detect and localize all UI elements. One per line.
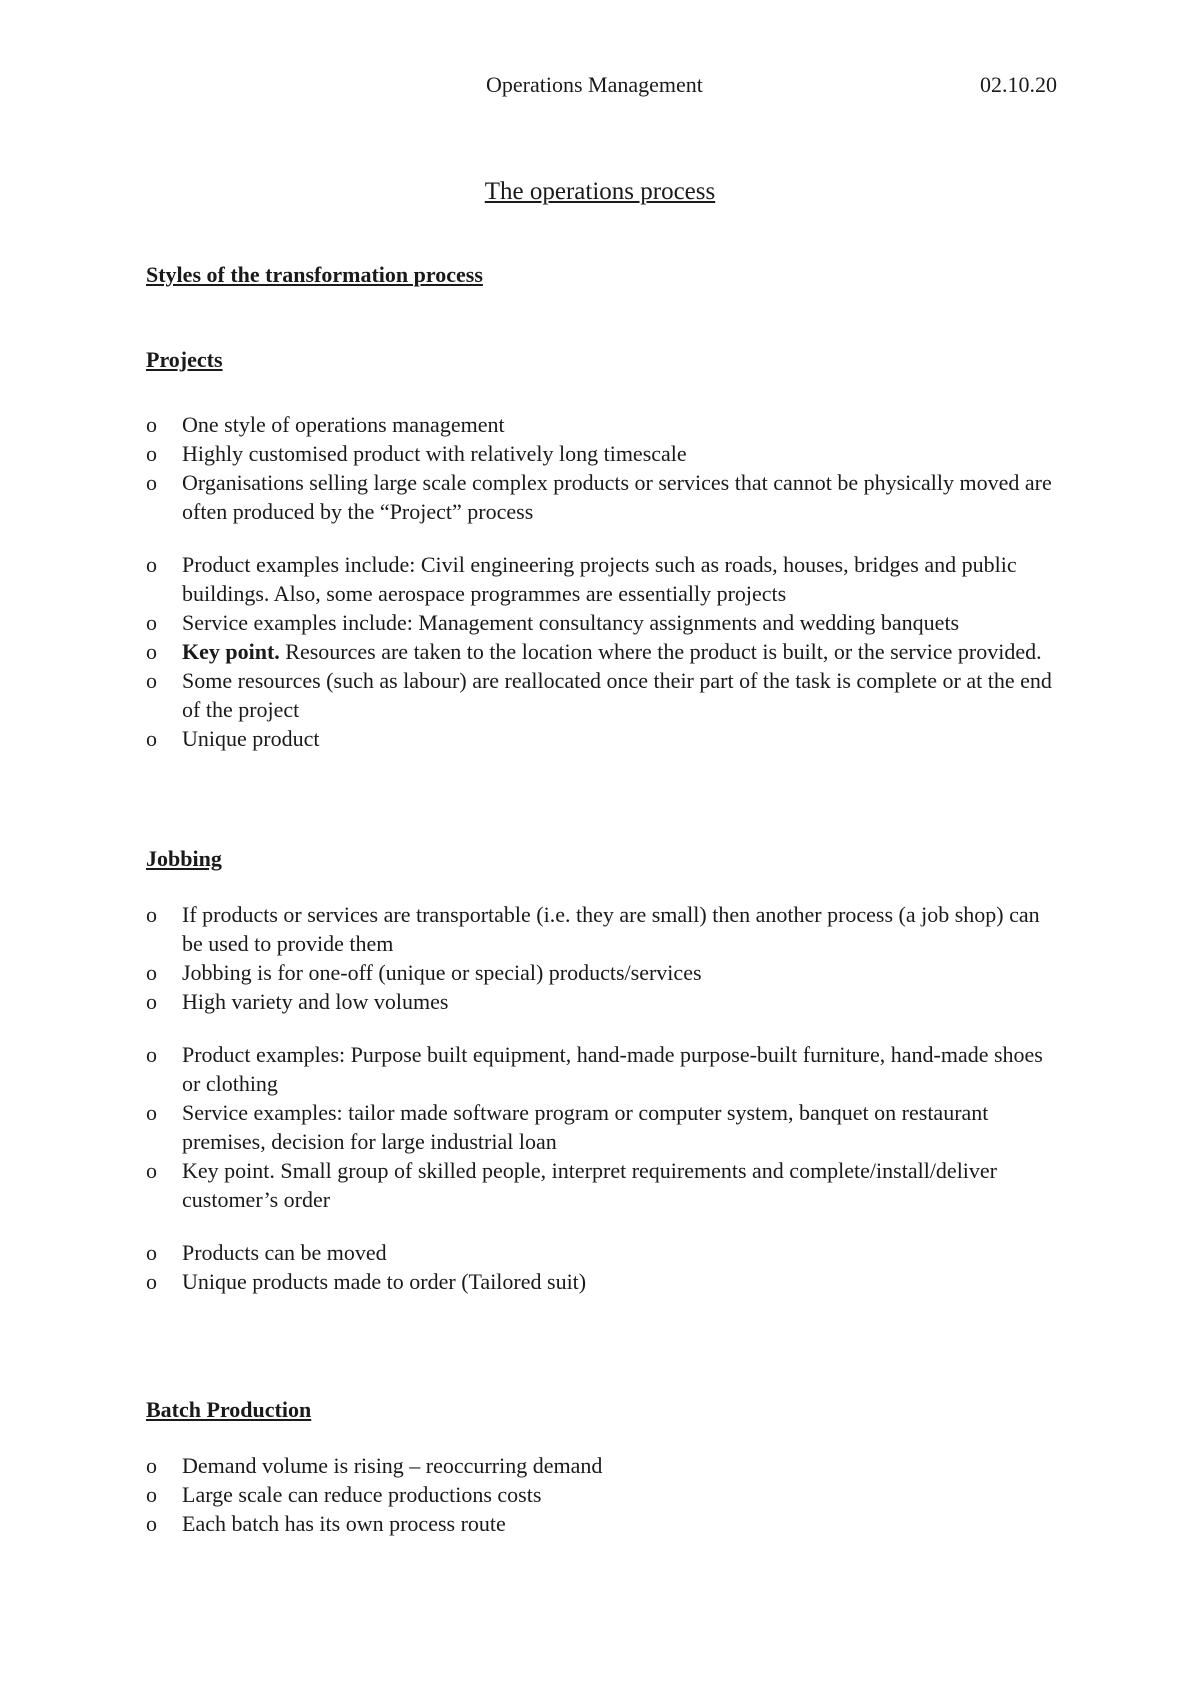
list-item-text: Product examples: Purpose built equipment, hand-made purpose-built furniture, hand-made shoes or clothing	[182, 1042, 1043, 1096]
list-item-text: Demand volume is rising – reoccurring demand	[182, 1453, 603, 1478]
list-item	[146, 439, 1056, 468]
bullet-icon: o	[146, 989, 157, 1014]
list-item-text: Service examples include: Management consultancy assignments and wedding banquets	[182, 610, 960, 635]
list-item-text: Unique products made to order (Tailored suit)	[182, 1269, 587, 1294]
bullet-icon: o	[146, 902, 157, 927]
bullet-icon: o	[146, 960, 157, 985]
list-item-text: One style of operations management	[182, 412, 505, 437]
batch-production-list	[146, 1451, 1056, 1538]
list-item-text: Organisations selling large scale complex products or services that cannot be physically moved are often produced by the “Project” process	[182, 470, 1052, 524]
bullet-icon: o	[146, 1482, 157, 1507]
list-item	[146, 608, 1056, 637]
list-item-text: High variety and low volumes	[182, 989, 449, 1014]
list-item-text: If products or services are transportable (i.e. they are small) then another process (a job shop) can be used to provide them	[182, 902, 1040, 956]
list-item	[146, 1267, 1056, 1296]
section-heading-jobbing: Jobbing	[146, 846, 222, 871]
list-item-text: Each batch has its own process route	[182, 1511, 506, 1536]
list-item	[146, 637, 1056, 666]
header-date: 02.10.20	[980, 72, 1057, 97]
list-item	[146, 550, 1056, 608]
bullet-icon: o	[146, 470, 157, 495]
bullet-icon: o	[146, 1100, 157, 1125]
bullet-icon: o	[146, 610, 157, 635]
section-heading-projects: Projects	[146, 347, 223, 372]
list-item	[146, 1509, 1056, 1538]
section-heading-batch-production: Batch Production	[146, 1397, 312, 1422]
bullet-icon: o	[146, 1240, 157, 1265]
projects-list	[146, 410, 1056, 753]
list-item-text: Resources are taken to the location where the product is built, or the service provided.	[279, 639, 1042, 664]
header-title: Operations Management	[486, 72, 703, 97]
list-item-text: Products can be moved	[182, 1240, 387, 1265]
list-item	[146, 900, 1056, 958]
subheading-transformation-styles: Styles of the transformation process	[146, 262, 483, 287]
bullet-icon: o	[146, 441, 157, 466]
list-item-text: Some resources (such as labour) are reallocated once their part of the task is complete or at the end of the project	[182, 668, 1052, 722]
list-item-text: Jobbing is for one-off (unique or special) products/services	[182, 960, 702, 985]
bullet-icon: o	[146, 1158, 157, 1183]
list-item	[146, 1480, 1056, 1509]
list-item	[146, 1098, 1056, 1156]
list-item	[146, 1451, 1056, 1480]
list-item-text: Product examples include: Civil engineering projects such as roads, houses, bridges and public buildings. Also, some aerospace programmes are essentially projects	[182, 552, 1017, 606]
list-item-text: Key point. Small group of skilled people, interpret requirements and complete/install/deliver customer’s order	[182, 1158, 998, 1212]
bullet-icon: o	[146, 726, 157, 751]
list-item	[146, 468, 1056, 526]
list-item	[146, 958, 1056, 987]
key-point-label: Key point.	[182, 639, 280, 664]
list-item	[146, 1238, 1056, 1267]
bullet-icon: o	[146, 1269, 157, 1294]
bullet-icon: o	[146, 668, 157, 693]
list-item	[146, 724, 1056, 753]
list-item	[146, 1156, 1056, 1214]
list-item-text: Service examples: tailor made software program or computer system, banquet on restaurant premises, decision for large industrial loan	[182, 1100, 989, 1154]
bullet-icon: o	[146, 639, 157, 664]
list-item	[146, 987, 1056, 1016]
list-item-text: Unique product	[182, 726, 320, 751]
list-item-text: Highly customised product with relatively long timescale	[182, 441, 687, 466]
bullet-icon: o	[146, 412, 157, 437]
jobbing-list	[146, 900, 1056, 1296]
list-item	[146, 410, 1056, 439]
bullet-icon: o	[146, 1511, 157, 1536]
document-title: The operations process	[484, 178, 716, 205]
list-item-text: Large scale can reduce productions costs	[182, 1482, 542, 1507]
list-item	[146, 666, 1056, 724]
bullet-icon: o	[146, 1042, 157, 1067]
bullet-icon: o	[146, 552, 157, 577]
bullet-icon: o	[146, 1453, 157, 1478]
list-item	[146, 1040, 1056, 1098]
